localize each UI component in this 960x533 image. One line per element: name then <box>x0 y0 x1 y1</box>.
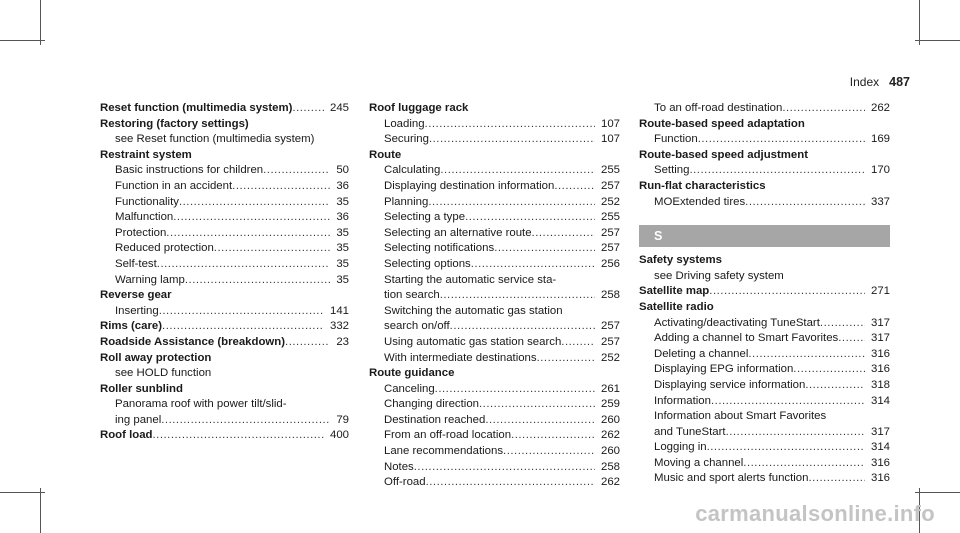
entry-label: Function in an accident <box>115 179 233 192</box>
page-reference: 255 <box>600 211 620 224</box>
index-subentry[interactable] <box>639 331 890 347</box>
index-subentry[interactable] <box>100 179 349 195</box>
page-reference: 258 <box>600 460 620 473</box>
page-reference: 257 <box>600 335 620 348</box>
page-reference: 252 <box>600 351 620 364</box>
dot-leader <box>820 316 865 332</box>
page-reference: 257 <box>600 179 620 192</box>
page-reference: 255 <box>600 164 620 177</box>
dot-leader <box>162 319 324 335</box>
dot-leader <box>429 132 595 148</box>
entry-label: MOExtended tires <box>654 195 746 208</box>
page-reference: 316 <box>870 347 890 360</box>
page-reference: 107 <box>600 133 620 146</box>
index-subentry[interactable] <box>369 257 620 273</box>
page-reference: 317 <box>870 332 890 345</box>
index-subentry[interactable] <box>369 195 620 211</box>
index-subentry[interactable] <box>369 179 620 195</box>
dot-leader <box>166 226 330 242</box>
index-subentry[interactable] <box>639 378 890 394</box>
page-reference: 400 <box>329 429 349 442</box>
entry-label: Roadside Assistance (breakdown) <box>100 335 286 348</box>
index-subentry[interactable] <box>369 428 620 444</box>
page-reference: 260 <box>600 445 620 458</box>
entry-label: tion search <box>384 289 440 302</box>
entry-label: search on/off <box>384 320 450 333</box>
dot-leader <box>805 378 865 394</box>
dot-leader <box>185 273 330 289</box>
index-heading: Satellite radio <box>639 300 714 313</box>
entry-label: Off-road <box>384 476 426 489</box>
index-subentry[interactable] <box>639 471 890 487</box>
entry-label: Calculating <box>384 164 441 177</box>
index-subentry[interactable] <box>100 241 349 257</box>
index-entry[interactable] <box>100 101 349 117</box>
index-heading: Safety systems <box>639 254 722 267</box>
index-heading: Roller sunblind <box>100 382 183 395</box>
page-reference: 316 <box>870 472 890 485</box>
entry-label: Function <box>654 133 698 146</box>
dot-leader <box>292 101 324 117</box>
entry-label: Planning <box>384 195 429 208</box>
entry-label: Activating/deactivating TuneStart <box>654 316 820 329</box>
dot-leader <box>689 163 865 179</box>
page-reference: 317 <box>870 425 890 438</box>
page-reference: 169 <box>870 133 890 146</box>
dot-leader <box>745 195 865 211</box>
dot-leader <box>479 397 595 413</box>
page-reference: 318 <box>870 378 890 391</box>
index-subentry[interactable] <box>639 362 890 378</box>
entry-label: Selecting options <box>384 257 471 270</box>
index-reference: Information about Smart Favorites <box>654 410 827 423</box>
entry-label: Warning lamp <box>115 273 185 286</box>
entry-label: Satellite map <box>639 285 710 298</box>
dot-leader <box>263 163 330 179</box>
dot-leader <box>471 257 595 273</box>
entry-label: Securing <box>384 133 429 146</box>
page-reference: 107 <box>600 117 620 130</box>
dot-leader <box>425 117 595 133</box>
page-number: 487 <box>889 75 910 89</box>
index-column-3 <box>639 101 890 487</box>
index-subentry[interactable] <box>100 163 349 179</box>
entry-label: Malfunction <box>115 211 174 224</box>
index-entry[interactable] <box>100 335 349 351</box>
entry-label: Basic instructions for children <box>115 164 264 177</box>
dot-leader <box>161 413 330 429</box>
index-subentry[interactable] <box>100 273 349 289</box>
index-subentry[interactable] <box>369 475 620 491</box>
page-reference: 257 <box>600 320 620 333</box>
entry-label: With intermediate destinations <box>384 351 537 364</box>
page-reference: 79 <box>336 413 349 426</box>
page-header <box>850 75 910 89</box>
entry-label: Notes <box>384 460 414 473</box>
dot-leader <box>465 210 595 226</box>
dot-leader <box>179 195 330 211</box>
index-subentry[interactable] <box>369 117 620 133</box>
index-subentry[interactable] <box>100 210 349 226</box>
page-reference: 271 <box>870 285 890 298</box>
entry-label: Displaying service information <box>654 378 806 391</box>
dot-leader <box>440 288 595 304</box>
dot-leader <box>157 257 331 273</box>
dot-leader <box>511 428 595 444</box>
index-heading: Roof luggage rack <box>369 102 469 114</box>
page-reference: 23 <box>336 335 349 348</box>
index-subentry[interactable] <box>369 382 620 398</box>
page-reference: 170 <box>870 164 890 177</box>
index-reference: Starting the automatic service sta- <box>384 273 557 286</box>
index-subentry[interactable] <box>369 335 620 351</box>
page-reference: 317 <box>870 316 890 329</box>
index-heading: Restraint system <box>100 148 192 161</box>
page-reference: 35 <box>336 195 349 208</box>
entry-label: Using automatic gas station search <box>384 335 562 348</box>
page-reference: 245 <box>329 102 349 114</box>
index-heading: Route <box>369 148 402 161</box>
entry-label: Rims (care) <box>100 320 163 333</box>
page-reference: 35 <box>336 257 349 270</box>
entry-label: Roof load <box>100 429 153 442</box>
index-heading: Route-based speed adjustment <box>639 148 808 161</box>
crop-mark <box>40 488 41 533</box>
dot-leader <box>414 460 595 476</box>
page-reference: 257 <box>600 226 620 239</box>
entry-label: Deleting a channel <box>654 347 749 360</box>
index-subentry[interactable] <box>639 163 890 179</box>
entry-label: Selecting a type <box>384 211 466 224</box>
page-reference: 337 <box>870 195 890 208</box>
page-reference: 316 <box>870 363 890 376</box>
index-subentry[interactable] <box>639 425 890 441</box>
page-reference: 262 <box>600 429 620 442</box>
page-reference: 258 <box>600 289 620 302</box>
page-reference: 50 <box>336 164 349 177</box>
page-reference: 35 <box>336 273 349 286</box>
crop-mark <box>0 40 45 41</box>
page-reference: 314 <box>870 441 890 454</box>
index-subentry[interactable] <box>369 163 620 179</box>
dot-leader <box>426 475 595 491</box>
index-subentry[interactable] <box>639 456 890 472</box>
index-subentry[interactable] <box>369 351 620 367</box>
dot-leader <box>709 284 865 300</box>
page-reference: 262 <box>870 102 890 114</box>
entry-label: Adding a channel to Smart Favorites <box>654 332 839 345</box>
page-reference: 314 <box>870 394 890 407</box>
entry-label: Destination reached <box>384 413 486 426</box>
index-subentry[interactable] <box>369 413 620 429</box>
dot-leader <box>698 132 865 148</box>
index-subentry[interactable] <box>369 241 620 257</box>
dot-leader <box>494 241 595 257</box>
page-reference: 36 <box>336 211 349 224</box>
dot-leader <box>743 456 865 472</box>
index-subentry[interactable] <box>639 394 890 410</box>
entry-label: Protection <box>115 226 167 239</box>
dot-leader <box>561 335 595 351</box>
index-reference: see Driving safety system <box>654 269 784 282</box>
index-heading: Route guidance <box>369 367 455 380</box>
entry-label: Functionality <box>115 195 179 208</box>
dot-leader <box>782 101 865 117</box>
dot-leader <box>808 471 865 487</box>
index-subentry[interactable] <box>639 101 890 117</box>
index-heading: Run-flat characteristics <box>639 179 766 192</box>
crop-mark <box>915 492 960 493</box>
entry-label: Canceling <box>384 382 435 395</box>
index-heading: Restoring (factory settings) <box>100 117 249 130</box>
index-entry[interactable] <box>100 319 349 335</box>
entry-label: Changing direction <box>384 398 479 411</box>
entry-label: Displaying EPG information <box>654 363 794 376</box>
section-title: Index <box>849 75 880 89</box>
dot-leader <box>748 347 865 363</box>
page-reference: 36 <box>336 179 349 192</box>
watermark: carmanualsonline.info <box>695 501 935 526</box>
dot-leader <box>173 210 330 226</box>
dot-leader <box>537 351 595 367</box>
page-reference: 316 <box>870 456 890 469</box>
dot-leader <box>159 304 324 320</box>
index-entry[interactable] <box>639 284 890 300</box>
index-subentry[interactable] <box>369 444 620 460</box>
entry-label: Self-test <box>115 257 157 270</box>
entry-label: Logging in <box>654 441 707 454</box>
index-subentry[interactable] <box>100 226 349 242</box>
index-subentry[interactable] <box>369 319 620 335</box>
dot-leader <box>707 440 865 456</box>
entry-label: Reduced protection <box>115 242 214 255</box>
page-reference: 262 <box>600 476 620 489</box>
page-reference: 141 <box>329 304 349 317</box>
dot-leader <box>450 319 595 335</box>
page-reference: 256 <box>600 257 620 270</box>
dot-leader <box>793 362 865 378</box>
index-subentry[interactable] <box>369 226 620 242</box>
index-subentry[interactable] <box>369 397 620 413</box>
index-subentry[interactable] <box>639 440 890 456</box>
entry-label: and TuneStart <box>654 425 726 438</box>
entry-label: Inserting <box>115 304 159 317</box>
dot-leader <box>838 331 865 347</box>
dot-leader <box>726 425 865 441</box>
page-reference: 35 <box>336 226 349 239</box>
dot-leader <box>285 335 330 351</box>
page-reference: 260 <box>600 413 620 426</box>
dot-leader <box>440 163 595 179</box>
entry-label: Selecting notifications <box>384 242 495 255</box>
index-column-2 <box>369 101 620 491</box>
dot-leader <box>435 382 595 398</box>
entry-label: Selecting an alternative route <box>384 226 532 239</box>
entry-label: Music and sport alerts function <box>654 472 809 485</box>
page-reference: 252 <box>600 195 620 208</box>
page-reference: 259 <box>600 398 620 411</box>
index-letter-heading: S <box>639 225 890 247</box>
crop-mark <box>919 0 920 45</box>
crop-mark <box>40 0 41 45</box>
dot-leader <box>153 428 324 444</box>
index-subentry[interactable] <box>369 210 620 226</box>
entry-label: To an off-road destination <box>654 102 783 114</box>
page-reference: 35 <box>336 242 349 255</box>
index-reference: see Reset function (multimedia system) <box>115 133 315 146</box>
dot-leader <box>554 179 595 195</box>
index-heading: Route-based speed adaptation <box>639 117 805 130</box>
index-subentry[interactable] <box>369 132 620 148</box>
index-entry[interactable] <box>100 428 349 444</box>
dot-leader <box>214 241 331 257</box>
index-reference: Panorama roof with power tilt/slid- <box>115 398 287 411</box>
entry-label: Moving a channel <box>654 456 744 469</box>
index-subentry[interactable] <box>639 347 890 363</box>
crop-mark <box>0 492 45 493</box>
index-heading: Roll away protection <box>100 351 212 364</box>
page-reference: 261 <box>600 382 620 395</box>
entry-label: ing panel <box>115 413 162 426</box>
entry-label: Setting <box>654 164 690 177</box>
entry-label: Loading <box>384 117 425 130</box>
dot-leader <box>532 226 595 242</box>
dot-leader <box>428 195 595 211</box>
dot-leader <box>485 413 595 429</box>
page-reference: 332 <box>329 320 349 333</box>
index-heading: Reverse gear <box>100 289 172 302</box>
entry-label: Displaying destination information <box>384 179 555 192</box>
index-reference: see HOLD function <box>115 367 212 380</box>
index-subentry[interactable] <box>100 257 349 273</box>
entry-label: Lane recommendations <box>384 445 504 458</box>
index-subentry[interactable] <box>100 304 349 320</box>
index-subentry[interactable] <box>639 316 890 332</box>
crop-mark <box>915 40 960 41</box>
entry-label: Reset function (multimedia system) <box>100 102 293 114</box>
index-subentry[interactable] <box>100 195 349 211</box>
entry-label: From an off-road location <box>384 429 512 442</box>
entry-label: Information <box>654 394 711 407</box>
dot-leader <box>503 444 595 460</box>
index-subentry[interactable] <box>639 132 890 148</box>
index-subentry[interactable] <box>639 195 890 211</box>
index-subentry[interactable] <box>369 288 620 304</box>
index-subentry[interactable] <box>369 460 620 476</box>
page-reference: 257 <box>600 242 620 255</box>
index-subentry[interactable] <box>100 413 349 429</box>
dot-leader <box>232 179 330 195</box>
index-column-1 <box>100 101 349 444</box>
index-reference: Switching the automatic gas station <box>384 304 563 317</box>
dot-leader <box>711 394 865 410</box>
